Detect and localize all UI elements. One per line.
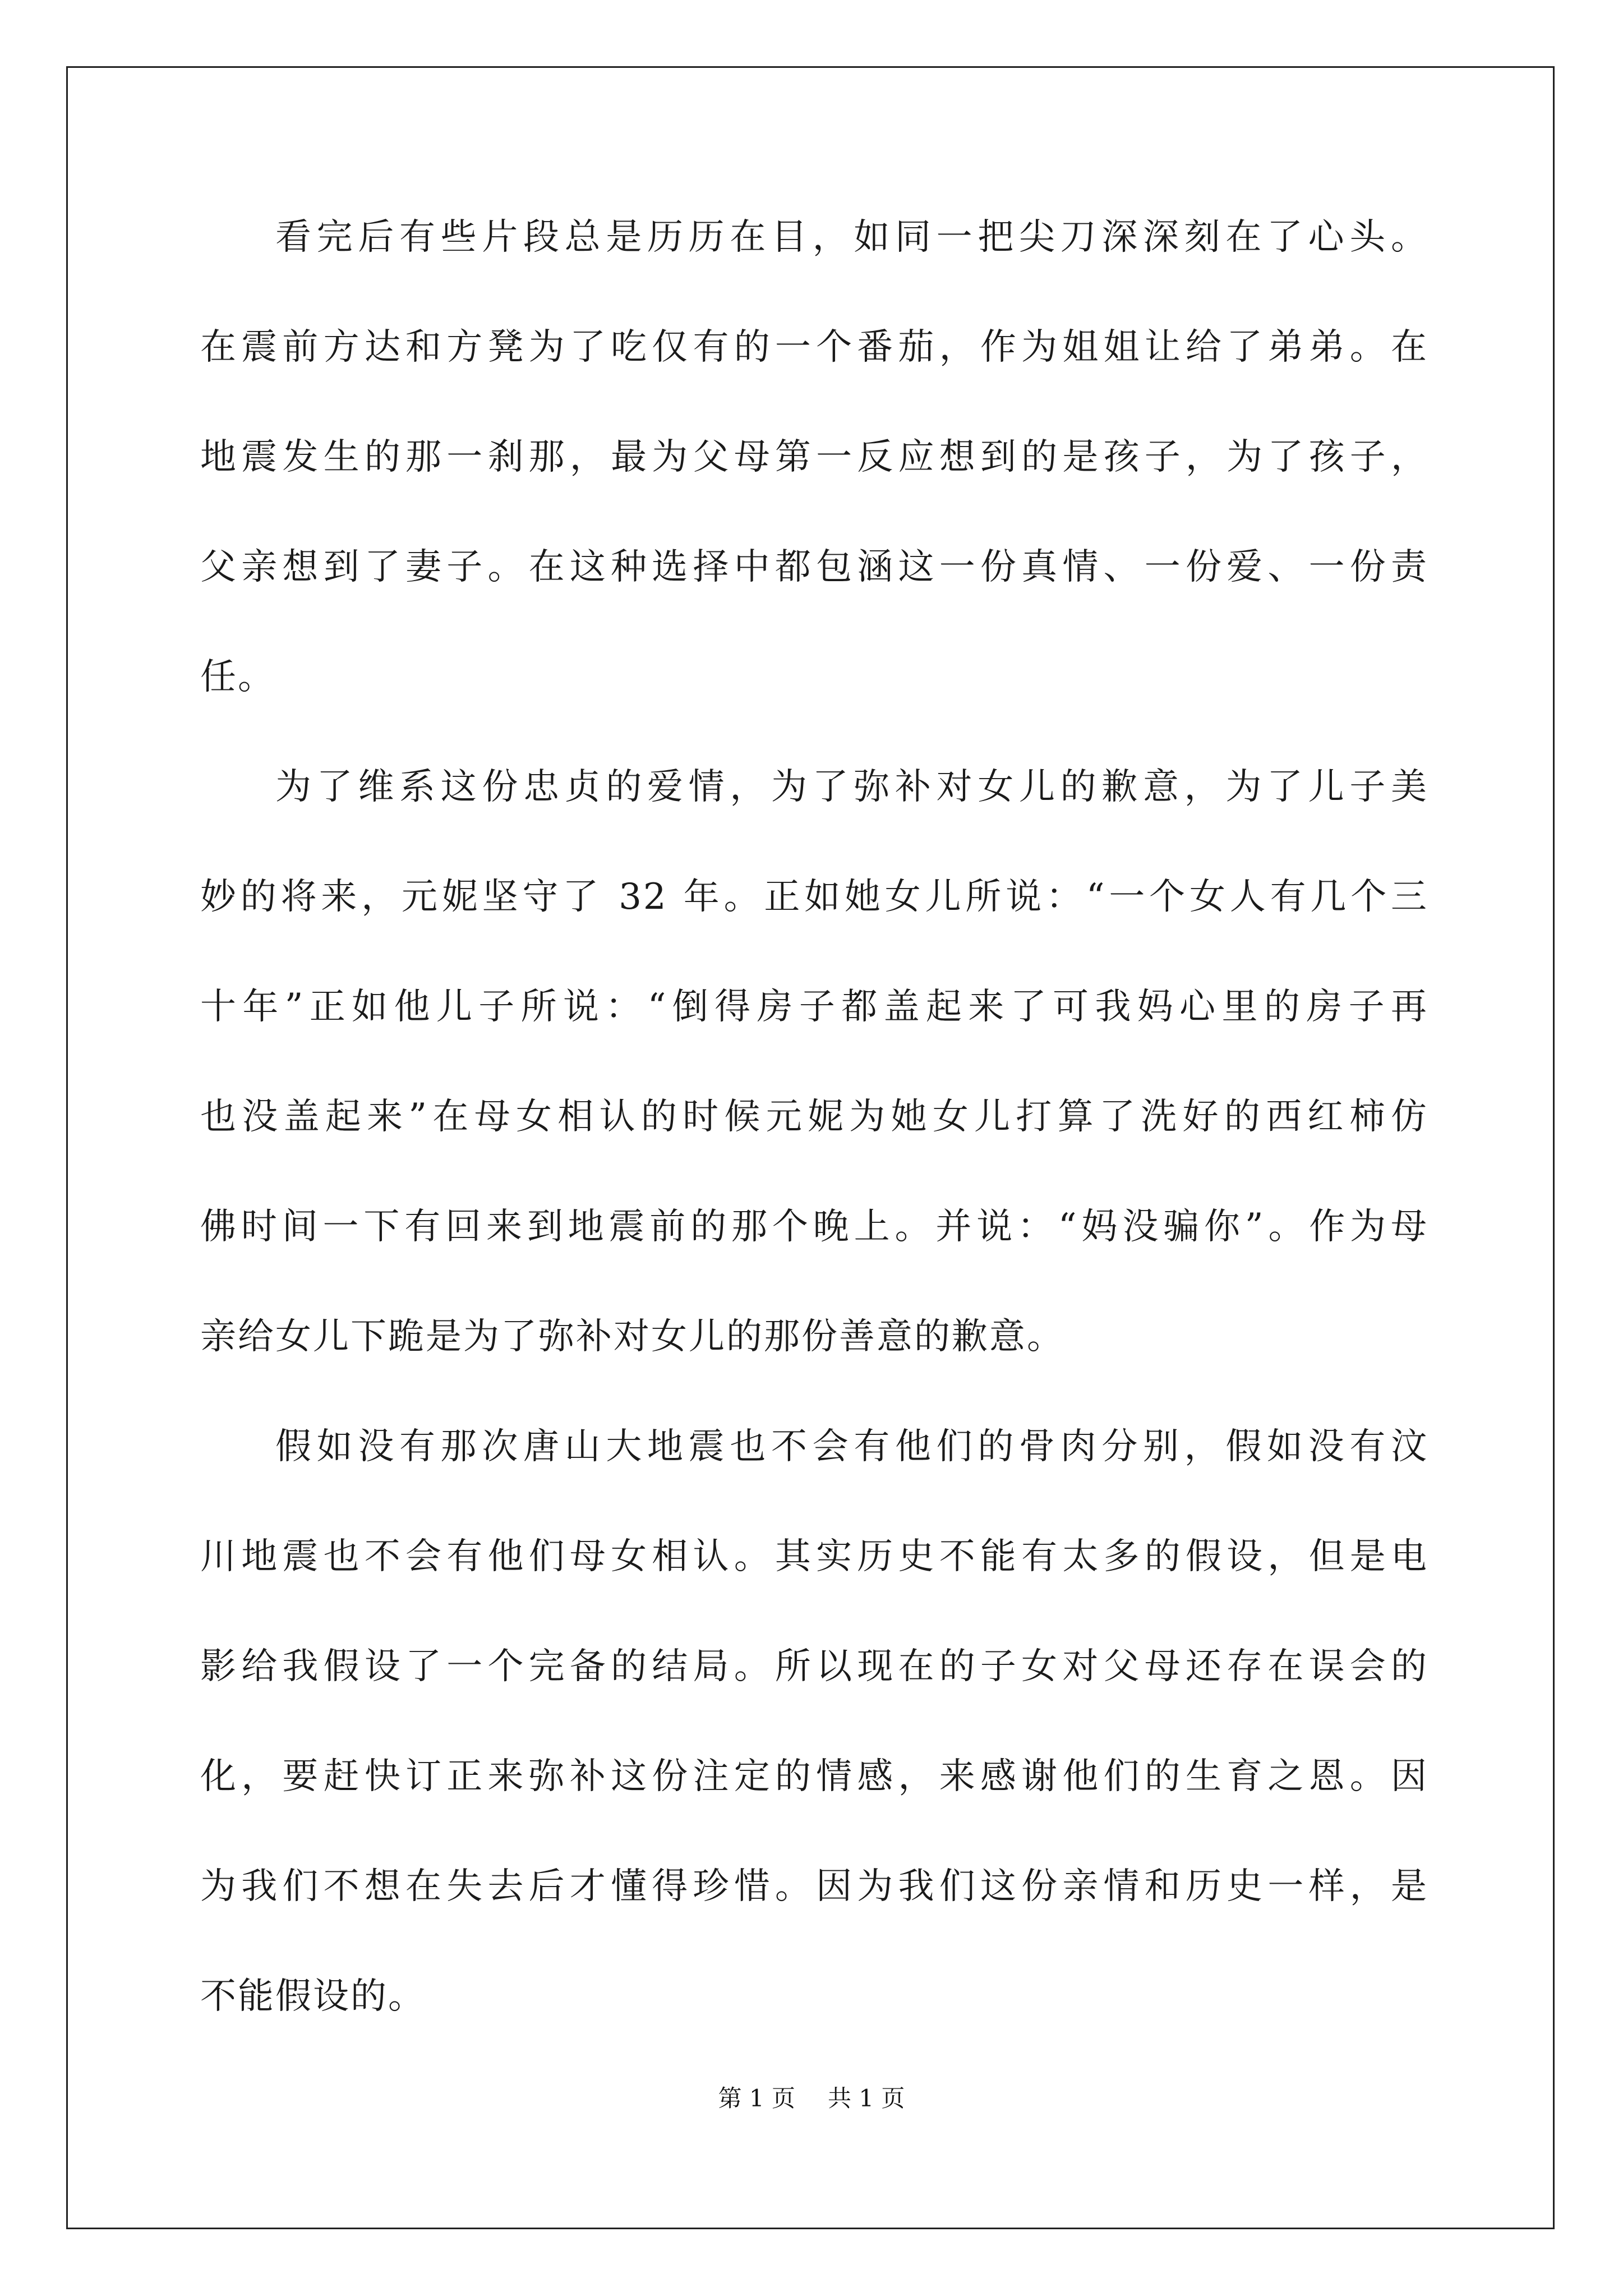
paragraph-2-line-2: 妙的将来，元妮坚守了 32 年。正如她女儿所说：“一个女人有几个三 <box>200 876 1428 918</box>
paragraph-2-line-4: 也没盖起来”在母女相认的时候元妮为她女儿打算了洗好的西红柿仿 <box>200 1096 1428 1138</box>
paragraph-2-line-6: 亲给女儿下跪是为了弥补对女儿的那份善意的歉意。 <box>200 1316 1064 1358</box>
page-footer <box>0 2080 1623 2114</box>
paragraph-1-line-3: 地震发生的那一刹那，最为父母第一反应想到的是孩子，为了孩子， <box>200 436 1428 478</box>
page-total-label: 共 1 页 <box>828 2085 905 2112</box>
paragraph-1-line-2: 在震前方达和方凳为了吃仅有的一个番茄，作为姐姐让给了弟弟。在 <box>200 326 1428 368</box>
paragraph-3-line-6: 不能假设的。 <box>200 1976 426 2017</box>
paragraph-3-line-4: 化，要赶快订正来弥补这份注定的情感，来感谢他们的生育之恩。因 <box>200 1756 1428 1797</box>
paragraph-3-line-2: 川地震也不会有他们母女相认。其实历史不能有太多的假设，但是电 <box>200 1536 1428 1577</box>
paragraph-1-line-5: 任。 <box>200 656 275 698</box>
paragraph-1-line-1: 看完后有些片段总是历历在目，如同一把尖刀深深刻在了心头。 <box>275 217 1428 258</box>
paragraph-2-line-1: 为了维系这份忠贞的爱情，为了弥补对女儿的歉意，为了儿子美 <box>275 766 1428 808</box>
paragraph-2-line-5: 佛时间一下有回来到地震前的那个晚上。并说：“妈没骗你”。作为母 <box>200 1206 1428 1248</box>
document-body <box>200 199 1428 2068</box>
paragraph-1-line-4: 父亲想到了妻子。在这种选择中都包涵这一份真情、一份爱、一份责 <box>200 546 1428 588</box>
paragraph-3-line-3: 影给我假设了一个完备的结局。所以现在的子女对父母还存在误会的 <box>200 1646 1428 1687</box>
paragraph-3-line-5: 为我们不想在失去后才懂得珍惜。因为我们这份亲情和历史一样，是 <box>200 1866 1428 1907</box>
page-number-label: 第 1 页 <box>718 2085 795 2112</box>
paragraph-3-line-1: 假如没有那次唐山大地震也不会有他们的骨肉分别，假如没有汶 <box>275 1426 1428 1467</box>
paragraph-2-line-3: 十年”正如他儿子所说：“倒得房子都盖起来了可我妈心里的房子再 <box>200 986 1428 1028</box>
